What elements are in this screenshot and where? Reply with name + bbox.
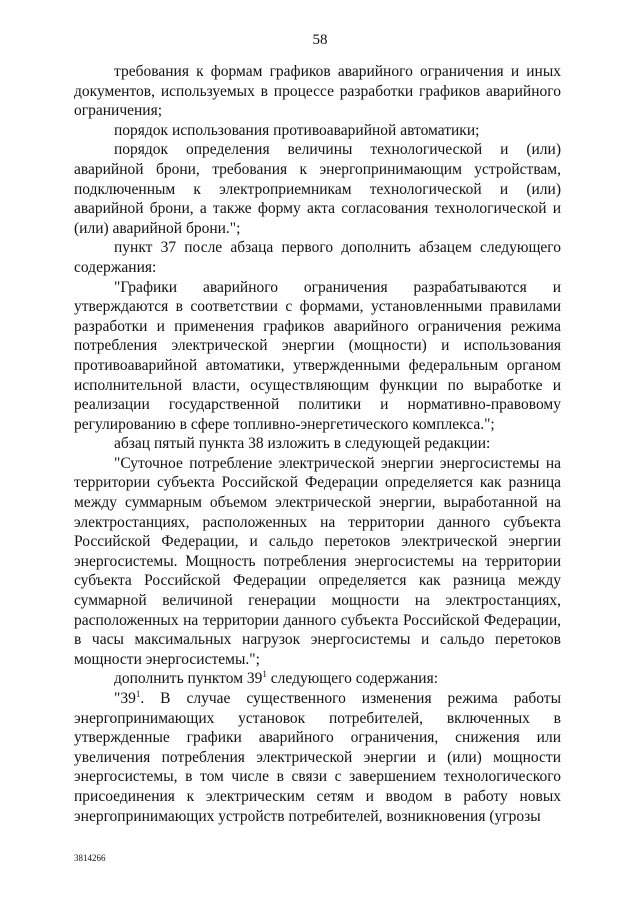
paragraph-7: "Суточное потребление электрической энергии энергосистемы на территории субъекта Российской Федерации определяется как разница между суммарным объемом электрической энергии, выработанной на электростанциях, расположенных на территории данного субъекта Российской Федерации, и сальдо перетоков электрической энергии энергосистемы. Мощность потребления энергосистемы на территории субъекта Российской Федерации определяется как разница между суммарной величиной генерации мощности на электростанциях, расположенных на территории данного субъекта Российской Федерации, в часы максимальных нагрузок энергосистемы и сальдо перетоков мощности энергосистемы."; (74, 454, 561, 668)
paragraph-9 (74, 689, 561, 826)
paragraph-9-tail: . В случае существенного изменения режима работы энергопринимающих установок потребителей, включенных в утвержденные графики аварийного ограничения, снижения или увеличения потребления электрической энергии и (или) мощности энергосистемы, в том числе в связи с завершением технологического присоединения к электрическим сетям и вводом в работу новых энергопринимающих устройств потребителей, возникновения (угрозы (74, 690, 561, 825)
paragraph-3: порядок определения величины технологической и (или) аварийной брони, требования к энергопринимающим устройствам, подключенным к электроприемникам технологической и (или) аварийной брони, а также форму акта согласования технологической и (или) аварийной брони."; (74, 141, 561, 237)
superscript-marker: 1 (135, 689, 141, 699)
paragraph-8-tail: следующего содержания: (266, 670, 439, 688)
document-code: 3814266 (74, 853, 106, 863)
paragraph-4: пункт 37 после абзаца первого дополнить абзацем следующего содержания: (74, 239, 561, 276)
paragraph-8 (74, 669, 561, 689)
paragraph-8-text: дополнить пунктом 39 (114, 670, 263, 688)
paragraph-9-text: "39 (114, 690, 136, 707)
document-body (74, 62, 561, 826)
paragraph-5: "Графики аварийного ограничения разрабатываются и утверждаются в соответствии с формами, установленными правилами разработки и применения графиков аварийного ограничения режима потребления электрической энергии (мощности) и использования противоаварийной автоматики, утвержденными федеральным органом исполнительной власти, осуществляющим функции по выработке и реализации государственной политики и нормативно-правовому регулированию в сфере топливно-энергетического комплекса."; (74, 278, 561, 433)
paragraph-6: абзац пятый пункта 38 изложить в следующей редакции: (114, 435, 491, 453)
superscript-marker: 1 (262, 669, 267, 680)
paragraph-2: порядок использования противоаварийной автоматики; (114, 121, 480, 139)
page-number: 58 (312, 32, 328, 48)
paragraph-1: требования к формам графиков аварийного ограничения и иных документов, используемых в процессе разработки графиков аварийного ограничения; (74, 63, 561, 120)
